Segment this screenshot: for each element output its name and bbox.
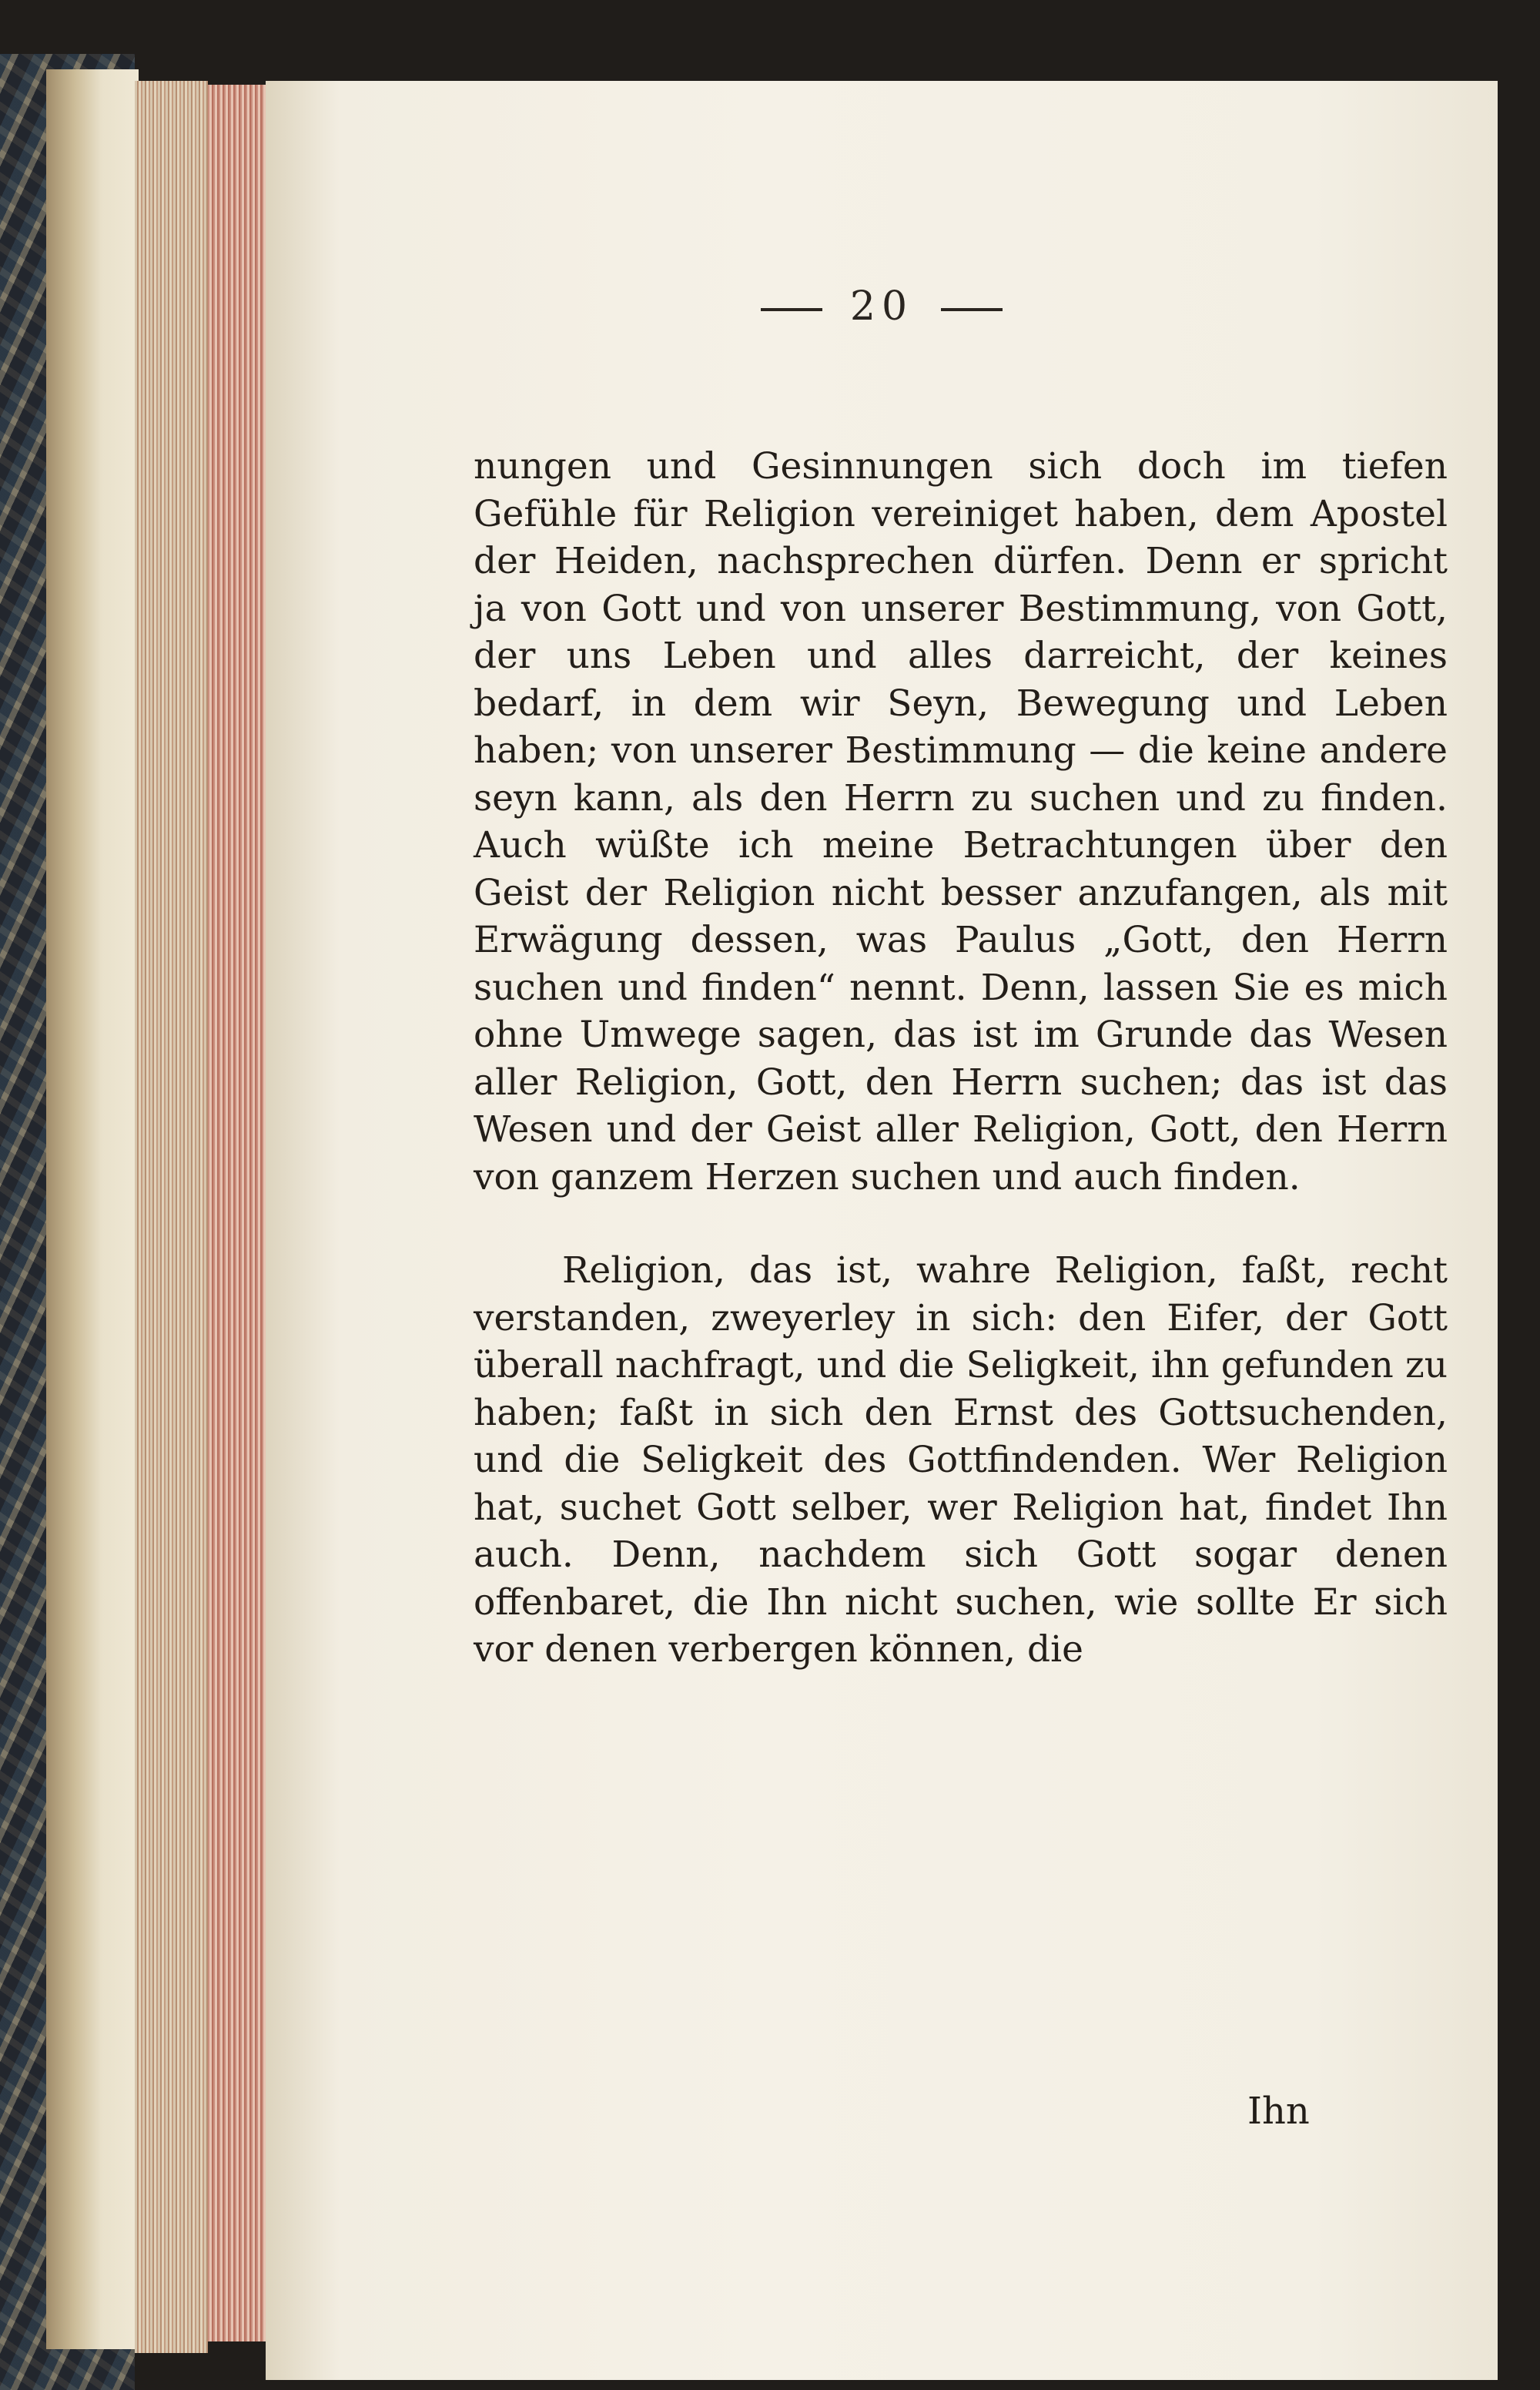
- page-number: 20: [849, 283, 914, 330]
- cover-edge: [46, 69, 139, 2349]
- red-page-edges: [208, 85, 270, 2341]
- header-dash-left: [761, 308, 822, 311]
- page-header: [266, 283, 1498, 330]
- catchword: Ihn: [1247, 2090, 1310, 2133]
- body-text: [474, 443, 1448, 1674]
- paragraph-2: Religion, das ist, wahre Religion, faßt, recht verstanden, zweyerley in sich: den Eifer, der Gott überall nachfragt, und die Seligkeit, ihn gefunden zu haben; faßt in sich den Ernst des Gottsuchenden, und die Seligkeit des Gottfindenden. Wer Religion hat, suchet Gott selber, wer Religion hat, findet Ihn auch. Denn, nachdem sich Gott sogar denen offenbaret, die Ihn nicht suchen, wie sollte Er sich vor denen verbergen können, die: [474, 1249, 1448, 1671]
- book-page: [266, 81, 1498, 2380]
- page-edges: [135, 81, 208, 2353]
- paragraph-1: nungen und Gesinnungen sich doch im tiefen Gefühle für Religion vereiniget haben, dem Apostel der Heiden, nachsprechen dürfen. Denn er spricht ja von Gott und von unserer Bestimmung, von Gott, der uns Leben und alles darreicht, der keines bedarf, in dem wir Seyn, Bewegung und Leben haben; von unserer Bestimmung — die keine andere seyn kann, als den Herrn zu suchen und zu finden. Auch wüßte ich meine Betrachtungen über den Geist der Religion nicht besser anzufangen, als mit Erwägung dessen, was Paulus „Gott, den Herrn suchen und finden“ nennt. Denn, lassen Sie es mich ohne Umwege sagen, das ist im Grunde das Wesen aller Religion, Gott, den Herrn suchen; das ist das Wesen und der Geist aller Religion, Gott, den Herrn von ganzem Herzen suchen und auch finden.: [474, 445, 1448, 1198]
- header-dash-right: [941, 308, 1003, 311]
